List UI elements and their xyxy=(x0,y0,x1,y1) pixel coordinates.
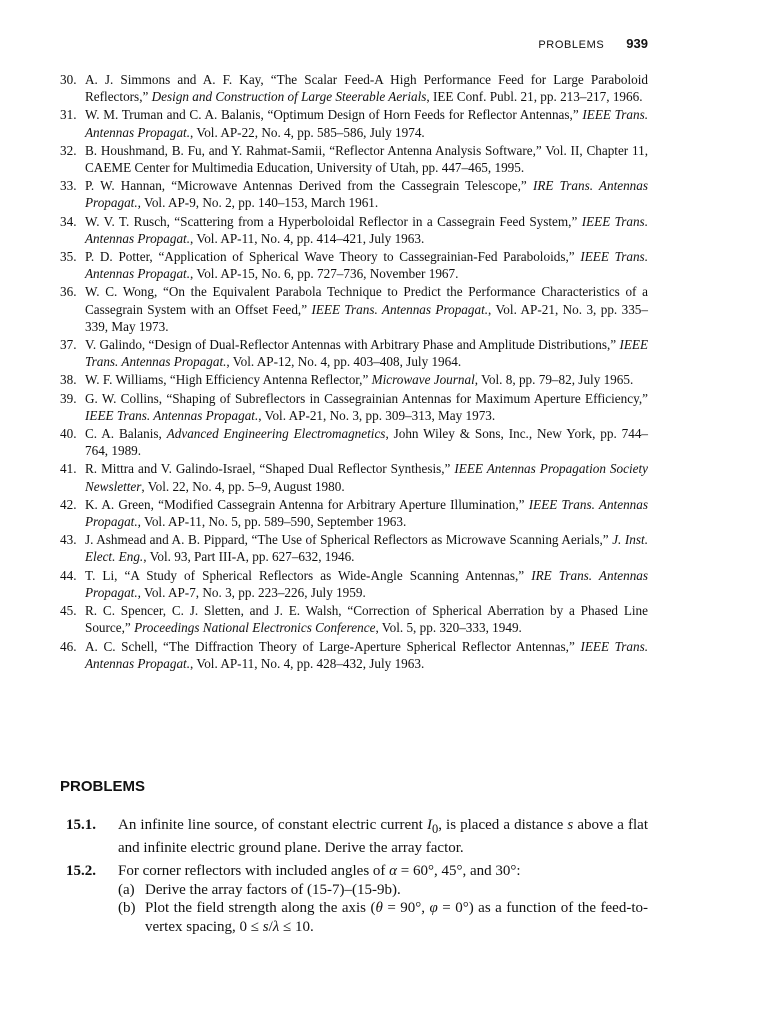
reference-text xyxy=(85,460,648,494)
text-run: , Vol. 22, No. 4, pp. 5–9, August 1980. xyxy=(141,478,345,494)
page-number: 939 xyxy=(626,36,648,51)
text-run: , Vol. AP-22, No. 4, pp. 585–586, July 1974. xyxy=(190,124,425,140)
text-run: above a flat and infinite electric ground plane. Derive the array factor. xyxy=(118,817,648,856)
reference-item xyxy=(60,177,648,211)
reference-number: 46. xyxy=(60,638,77,654)
reference-number: 37. xyxy=(60,337,77,353)
reference-item xyxy=(60,460,648,494)
reference-number: 36. xyxy=(60,284,77,300)
text-run: , Vol. AP-9, No. 2, pp. 140–153, March 1961. xyxy=(137,195,379,211)
problem-subitem xyxy=(118,899,648,936)
reference-item xyxy=(60,425,648,459)
text-run: , Vol. AP-21, No. 3, pp. 335–339, May 1973. xyxy=(85,301,648,334)
text-run: P. D. Potter, “Application of Spherical Wave Theory to Cassegrainian-Fed Paraboloids,” xyxy=(85,249,581,265)
problem-subitem xyxy=(118,881,648,900)
text-run: W. C. Wong, “On the Equivalent Parabola Technique to Predict the Performance Characteristics of a Cassegrain System with an Offset Feed,” xyxy=(85,284,648,317)
reference-text xyxy=(85,531,648,565)
reference-number: 40. xyxy=(60,426,77,442)
italic-text: Microwave Journal xyxy=(371,372,475,388)
reference-text xyxy=(85,248,648,282)
italic-text: s xyxy=(567,817,574,833)
reference-text xyxy=(85,390,648,424)
reference-item xyxy=(60,496,648,530)
reference-number: 41. xyxy=(60,461,77,477)
subitem-label: (b) xyxy=(118,900,136,916)
text-run: Derive the array factors of (15-7)–(15-9b). xyxy=(145,881,401,898)
text-run: K. A. Green, “Modified Cassegrain Antenna for Arbitrary Aperture Illumination,” xyxy=(85,496,529,512)
text-run: An infinite line source, of constant electric current xyxy=(118,817,427,833)
reference-item xyxy=(60,142,648,176)
italic-text: IEEE Trans. Antennas Propagat. xyxy=(85,213,648,246)
reference-text xyxy=(85,602,648,636)
italic-text: IEEE Trans. Antennas Propagat. xyxy=(85,638,648,671)
text-run: P. W. Hannan, “Microwave Antennas Derived from the Cassegrain Telescope,” xyxy=(85,178,533,194)
text-run: W. F. Williams, “High Efficiency Antenna Reflector,” xyxy=(85,372,372,388)
reference-number: 32. xyxy=(60,142,77,158)
text-run: For corner reflectors with included angles of xyxy=(118,863,390,879)
text-run: G. W. Collins, “Shaping of Subreflectors in Cassegrainian Antennas for Maximum Aperture Efficiency,” xyxy=(85,390,648,406)
text-run: T. Li, “A Study of Spherical Reflectors as Wide-Angle Scanning Antennas,” xyxy=(85,567,532,583)
reference-number: 39. xyxy=(60,390,77,406)
text-run: W. V. T. Rusch, “Scattering from a Hyperboloidal Reflector in a Cassegrain Feed System,” xyxy=(85,213,582,229)
italic-text: θ xyxy=(375,900,383,916)
reference-number: 30. xyxy=(60,72,77,87)
reference-item xyxy=(60,602,648,636)
text-run: , Vol. AP-7, No. 3, pp. 223–226, July 1959. xyxy=(137,584,366,600)
reference-item xyxy=(60,531,648,565)
reference-text xyxy=(85,336,648,370)
problem-item xyxy=(66,862,648,936)
problem-text xyxy=(118,862,648,881)
text-run: B. Houshmand, B. Fu, and Y. Rahmat-Samii, “Reflector Antenna Analysis Software,” Vol. II, Chapter 11, CAEME Center for Multimedia Education, University of Utah, pp. 447–465, 1995. xyxy=(85,142,648,176)
reference-item xyxy=(60,390,648,424)
text-run: R. C. Spencer, C. J. Sletten, and J. E. Walsh, “Correction of Spherical Aberration by a Phased Line Source,” xyxy=(85,603,648,636)
reference-list xyxy=(60,71,648,673)
text-run: , Vol. 8, pp. 79–82, July 1965. xyxy=(474,372,634,388)
italic-text: Design and Construction of Large Steerable Aerials xyxy=(151,89,427,105)
reference-number: 31. xyxy=(60,107,77,123)
reference-number: 38. xyxy=(60,372,77,388)
reference-item xyxy=(60,248,648,282)
italic-text: IEEE Trans. Antennas Propagat. xyxy=(85,496,648,530)
text-run: A. C. Schell, “The Diffraction Theory of Large-Aperture Spherical Reflector Antennas,” xyxy=(85,638,581,654)
text-run: , Vol. AP-11, No. 4, pp. 414–421, July 1963. xyxy=(190,230,425,246)
reference-text xyxy=(85,371,648,388)
italic-text: I xyxy=(426,817,432,833)
italic-text: λ xyxy=(272,918,280,935)
text-run: A. J. Simmons and A. F. Kay, “The Scalar Feed-A High Performance Feed for Large Paraboloid Reflectors,” xyxy=(85,72,648,105)
reference-text xyxy=(85,425,648,459)
reference-number: 45. xyxy=(60,603,77,619)
italic-text: IEEE Antennas Propagation Society Newsletter xyxy=(85,461,648,494)
reference-number: 42. xyxy=(60,496,77,512)
italic-text: IEEE Trans. Antennas Propagat. xyxy=(85,107,648,140)
text-run: ≤ 10. xyxy=(279,918,314,935)
problem-number: 15.2. xyxy=(66,863,96,879)
italic-text: IRE Trans. Antennas Propagat. xyxy=(85,178,649,211)
text-run: , IEE Conf. Publ. 21, pp. 213–217, 1966. xyxy=(426,89,643,105)
subitem-text xyxy=(145,882,401,898)
text-run: , Vol. AP-15, No. 6, pp. 727–736, November 1967. xyxy=(190,266,459,282)
reference-number: 34. xyxy=(60,213,77,229)
italic-text: J. Inst. Elect. Eng. xyxy=(85,532,648,565)
reference-text xyxy=(85,638,648,672)
reference-text xyxy=(85,142,648,176)
reference-item xyxy=(60,336,648,370)
subscript-text: 0 xyxy=(431,822,439,836)
text-run: C. A. Balanis, xyxy=(85,426,167,442)
running-head xyxy=(538,36,648,51)
italic-text: IEEE Trans. Antennas Propagat. xyxy=(85,337,648,370)
text-run: , Vol. AP-21, No. 3, pp. 309–313, May 1973. xyxy=(258,407,496,423)
reference-item xyxy=(60,106,648,140)
italic-text: IRE Trans. Antennas Propagat. xyxy=(85,567,649,600)
text-run: , John Wiley & Sons, Inc., New York, pp. 744–764, 1989. xyxy=(85,426,649,459)
text-run: , is placed a distance xyxy=(438,817,568,833)
text-run: , Vol. 5, pp. 320–333, 1949. xyxy=(375,620,522,636)
reference-text xyxy=(85,213,648,247)
reference-text xyxy=(85,567,648,601)
reference-text xyxy=(85,71,648,105)
reference-number: 43. xyxy=(60,532,77,548)
reference-number: 33. xyxy=(60,178,77,194)
reference-item xyxy=(60,283,648,335)
italic-text: IEEE Trans. Antennas Propagat. xyxy=(85,407,259,423)
reference-text xyxy=(85,283,648,335)
subitem-label: (a) xyxy=(118,881,135,898)
running-head-section: PROBLEMS xyxy=(538,39,605,51)
text-run: J. Ashmead and A. B. Pippard, “The Use of Spherical Reflectors as Microwave Scanning Aerials,” xyxy=(85,532,613,548)
text-run: = 90°, xyxy=(382,900,430,916)
text-run: W. M. Truman and C. A. Balanis, “Optimum Design of Horn Feeds for Reflector Antennas,” xyxy=(85,107,583,123)
problem-item xyxy=(66,816,648,857)
reference-text xyxy=(85,177,648,211)
italic-text: IEEE Trans. Antennas Propagat. xyxy=(85,249,648,282)
text-run: , Vol. AP-11, No. 4, pp. 428–432, July 1963. xyxy=(190,655,425,671)
problems-list xyxy=(66,816,648,941)
problem-number: 15.1. xyxy=(66,817,96,833)
reference-item xyxy=(60,567,648,601)
text-run: Plot the field strength along the axis ( xyxy=(145,900,376,916)
text-run: = 0°) as a function of the feed-to-vertex spacing, 0 ≤ xyxy=(145,900,648,935)
reference-item xyxy=(60,213,648,247)
italic-text: Advanced Engineering Electromagnetics xyxy=(166,426,386,442)
reference-text xyxy=(85,496,648,530)
text-run: , Vol. AP-12, No. 4, pp. 403–408, July 1964. xyxy=(226,354,462,370)
italic-text: φ xyxy=(429,900,438,916)
text-run: , Vol. 93, Part III-A, pp. 627–632, 1946. xyxy=(143,549,355,565)
reference-item xyxy=(60,371,648,388)
text-run: = 60°, 45°, and 30°: xyxy=(397,863,521,879)
reference-text xyxy=(85,106,648,140)
text-run: R. Mittra and V. Galindo-Israel, “Shaped Dual Reflector Synthesis,” xyxy=(85,461,455,477)
text-run: V. Galindo, “Design of Dual-Reflector Antennas with Arbitrary Phase and Amplitude Distributions,” xyxy=(85,337,620,353)
reference-item xyxy=(60,71,648,105)
reference-number: 35. xyxy=(60,249,77,265)
reference-number: 44. xyxy=(60,567,77,583)
italic-text: Proceedings National Electronics Conference xyxy=(134,620,376,636)
reference-item xyxy=(60,638,648,672)
problem-text xyxy=(118,816,648,857)
text-run: / xyxy=(268,918,273,935)
italic-text: IEEE Trans. Antennas Propagat. xyxy=(311,301,489,317)
italic-text: s xyxy=(262,918,269,935)
text-run: , Vol. AP-11, No. 5, pp. 589–590, September 1963. xyxy=(137,514,407,530)
italic-text: α xyxy=(389,863,398,879)
subitem-text xyxy=(145,900,648,935)
problems-heading: PROBLEMS xyxy=(60,778,146,795)
